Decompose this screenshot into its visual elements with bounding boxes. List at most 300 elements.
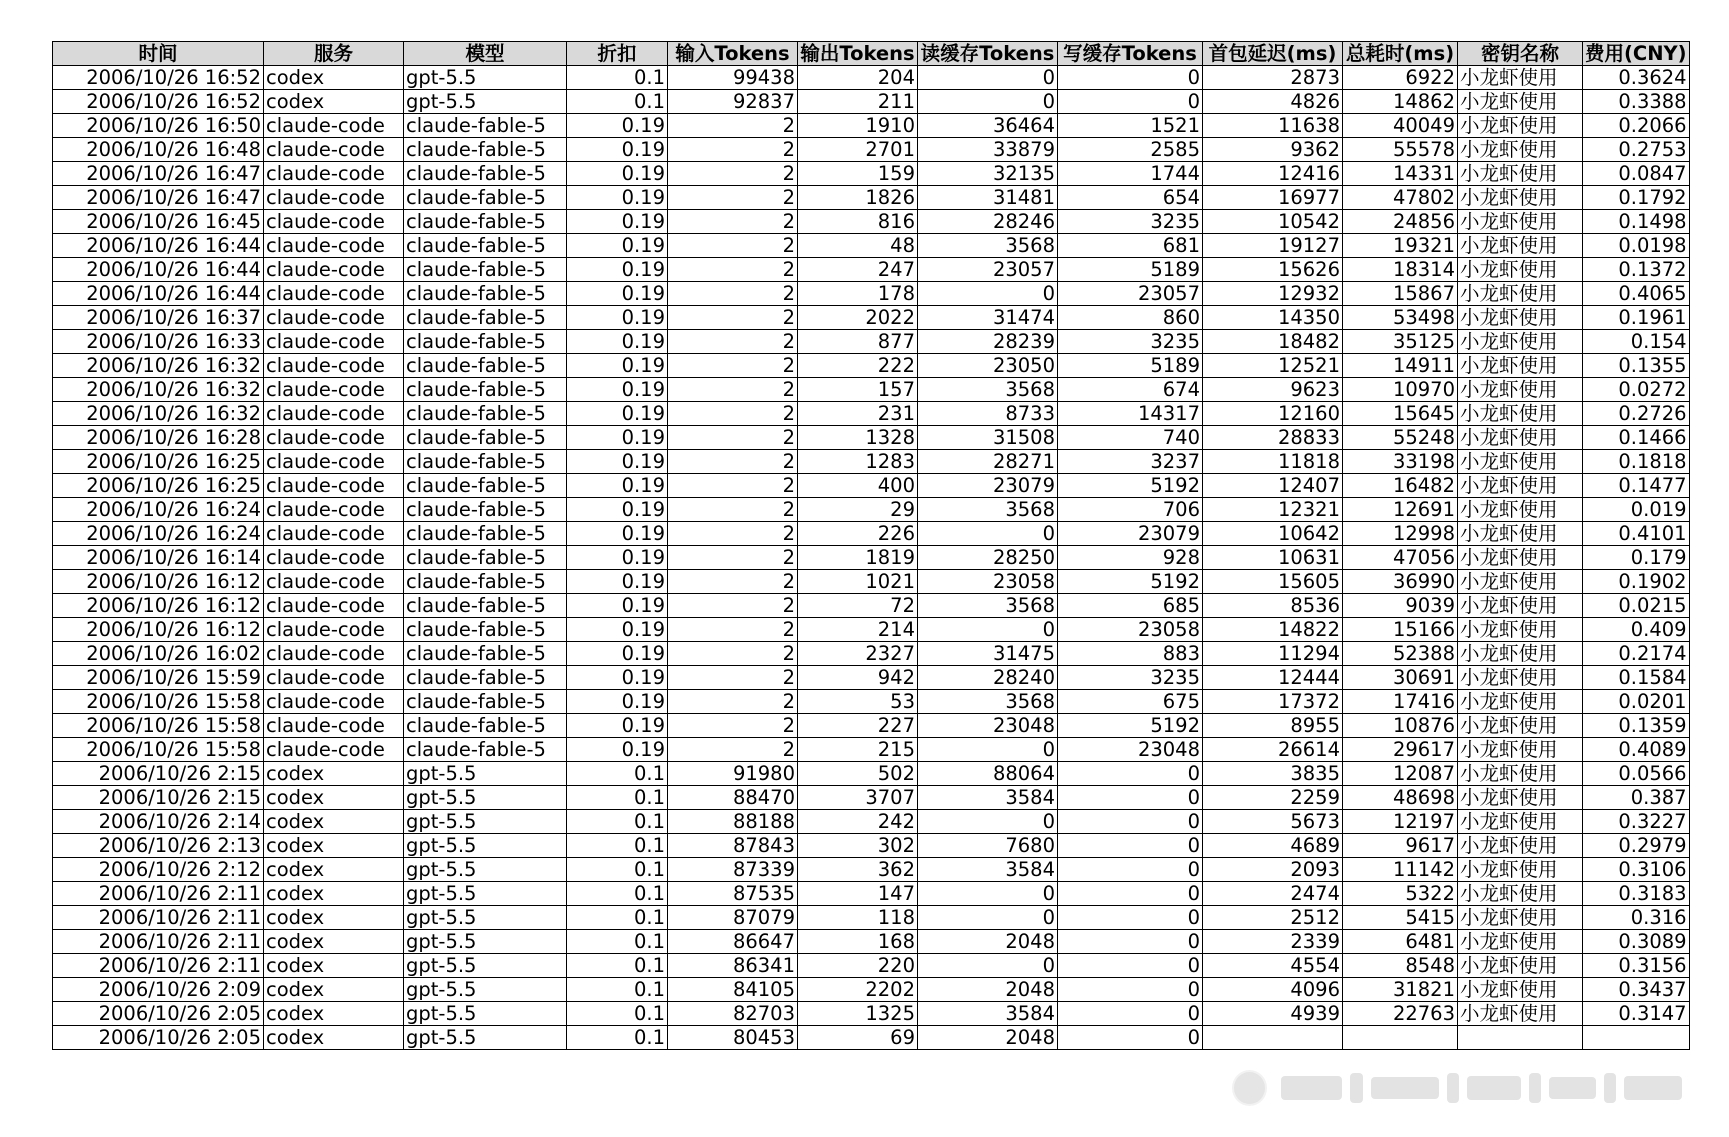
cell-first-byte-latency[interactable]: 12416	[1203, 162, 1343, 186]
cell-cache-read-tokens[interactable]: 0	[918, 282, 1058, 306]
cell-total-duration[interactable]: 55248	[1343, 426, 1458, 450]
cell-service[interactable]: codex	[264, 1026, 404, 1050]
cell-input-tokens[interactable]: 2	[668, 498, 798, 522]
cell-service[interactable]: codex	[264, 66, 404, 90]
cell-cost[interactable]: 0.019	[1583, 498, 1690, 522]
cell-cache-read-tokens[interactable]: 0	[918, 66, 1058, 90]
cell-cost[interactable]: 0.2066	[1583, 114, 1690, 138]
cell-cache-write-tokens[interactable]: 3235	[1058, 330, 1203, 354]
cell-time[interactable]: 2006/10/26 16:44	[53, 258, 264, 282]
cell-cache-read-tokens[interactable]: 28239	[918, 330, 1058, 354]
cell-model[interactable]: claude-fable-5	[404, 162, 567, 186]
cell-cost[interactable]: 0.1477	[1583, 474, 1690, 498]
cell-output-tokens[interactable]: 2327	[798, 642, 918, 666]
cell-time[interactable]: 2006/10/26 16:47	[53, 162, 264, 186]
cell-input-tokens[interactable]: 2	[668, 282, 798, 306]
cell-model[interactable]: claude-fable-5	[404, 714, 567, 738]
cell-discount[interactable]: 0.19	[567, 594, 668, 618]
cell-time[interactable]: 2006/10/26 16:32	[53, 378, 264, 402]
cell-first-byte-latency[interactable]: 11818	[1203, 450, 1343, 474]
cell-service[interactable]: claude-code	[264, 162, 404, 186]
cell-cost[interactable]: 0.0198	[1583, 234, 1690, 258]
cell-cache-write-tokens[interactable]: 685	[1058, 594, 1203, 618]
cell-cost[interactable]: 0.4101	[1583, 522, 1690, 546]
cell-input-tokens[interactable]: 87535	[668, 882, 798, 906]
cell-service[interactable]: claude-code	[264, 234, 404, 258]
cell-discount[interactable]: 0.1	[567, 1002, 668, 1026]
cell-total-duration[interactable]: 47802	[1343, 186, 1458, 210]
cell-output-tokens[interactable]: 502	[798, 762, 918, 786]
cell-input-tokens[interactable]: 2	[668, 666, 798, 690]
cell-cache-write-tokens[interactable]: 740	[1058, 426, 1203, 450]
cell-time[interactable]: 2006/10/26 16:28	[53, 426, 264, 450]
cell-cache-read-tokens[interactable]: 23057	[918, 258, 1058, 282]
cell-time[interactable]: 2006/10/26 2:11	[53, 906, 264, 930]
cell-time[interactable]: 2006/10/26 16:52	[53, 66, 264, 90]
cell-total-duration[interactable]: 12087	[1343, 762, 1458, 786]
cell-cost[interactable]: 0.0215	[1583, 594, 1690, 618]
cell-output-tokens[interactable]: 214	[798, 618, 918, 642]
cell-key-name[interactable]: 小龙虾使用	[1458, 642, 1583, 666]
cell-key-name[interactable]: 小龙虾使用	[1458, 978, 1583, 1002]
cell-input-tokens[interactable]: 91980	[668, 762, 798, 786]
cell-model[interactable]: gpt-5.5	[404, 762, 567, 786]
cell-discount[interactable]: 0.19	[567, 474, 668, 498]
cell-first-byte-latency[interactable]: 4554	[1203, 954, 1343, 978]
cell-key-name[interactable]: 小龙虾使用	[1458, 474, 1583, 498]
cell-discount[interactable]: 0.1	[567, 834, 668, 858]
cell-discount[interactable]: 0.19	[567, 426, 668, 450]
cell-discount[interactable]: 0.19	[567, 546, 668, 570]
cell-service[interactable]: codex	[264, 978, 404, 1002]
cell-cache-write-tokens[interactable]: 23048	[1058, 738, 1203, 762]
cell-model[interactable]: claude-fable-5	[404, 210, 567, 234]
cell-cost[interactable]: 0.0201	[1583, 690, 1690, 714]
cell-time[interactable]: 2006/10/26 16:50	[53, 114, 264, 138]
cell-cache-read-tokens[interactable]: 3584	[918, 858, 1058, 882]
cell-key-name[interactable]: 小龙虾使用	[1458, 426, 1583, 450]
cell-input-tokens[interactable]: 2	[668, 690, 798, 714]
cell-total-duration[interactable]	[1343, 1026, 1458, 1050]
cell-first-byte-latency[interactable]: 12407	[1203, 474, 1343, 498]
cell-model[interactable]: gpt-5.5	[404, 810, 567, 834]
cell-first-byte-latency[interactable]: 12160	[1203, 402, 1343, 426]
cell-service[interactable]: codex	[264, 1002, 404, 1026]
cell-first-byte-latency[interactable]: 4689	[1203, 834, 1343, 858]
cell-first-byte-latency[interactable]: 15605	[1203, 570, 1343, 594]
cell-first-byte-latency[interactable]: 2873	[1203, 66, 1343, 90]
cell-first-byte-latency[interactable]: 4939	[1203, 1002, 1343, 1026]
cell-discount[interactable]: 0.19	[567, 282, 668, 306]
header-cost[interactable]: 费用(CNY)	[1583, 42, 1690, 66]
cell-model[interactable]: gpt-5.5	[404, 954, 567, 978]
cell-time[interactable]: 2006/10/26 16:12	[53, 618, 264, 642]
cell-cache-write-tokens[interactable]: 14317	[1058, 402, 1203, 426]
header-first-byte-latency[interactable]: 首包延迟(ms)	[1203, 42, 1343, 66]
cell-input-tokens[interactable]: 86647	[668, 930, 798, 954]
cell-input-tokens[interactable]: 2	[668, 330, 798, 354]
cell-input-tokens[interactable]: 2	[668, 474, 798, 498]
cell-first-byte-latency[interactable]: 9362	[1203, 138, 1343, 162]
cell-cost[interactable]	[1583, 1026, 1690, 1050]
cell-key-name[interactable]: 小龙虾使用	[1458, 162, 1583, 186]
cell-input-tokens[interactable]: 2	[668, 594, 798, 618]
cell-model[interactable]: claude-fable-5	[404, 402, 567, 426]
cell-total-duration[interactable]: 40049	[1343, 114, 1458, 138]
cell-input-tokens[interactable]: 2	[668, 714, 798, 738]
cell-cost[interactable]: 0.3183	[1583, 882, 1690, 906]
cell-cache-write-tokens[interactable]: 681	[1058, 234, 1203, 258]
cell-output-tokens[interactable]: 168	[798, 930, 918, 954]
cell-total-duration[interactable]: 22763	[1343, 1002, 1458, 1026]
cell-cost[interactable]: 0.1498	[1583, 210, 1690, 234]
cell-output-tokens[interactable]: 204	[798, 66, 918, 90]
cell-time[interactable]: 2006/10/26 2:05	[53, 1002, 264, 1026]
cell-time[interactable]: 2006/10/26 16:24	[53, 498, 264, 522]
cell-model[interactable]: gpt-5.5	[404, 1026, 567, 1050]
cell-input-tokens[interactable]: 2	[668, 210, 798, 234]
cell-total-duration[interactable]: 33198	[1343, 450, 1458, 474]
cell-service[interactable]: claude-code	[264, 378, 404, 402]
cell-cache-read-tokens[interactable]: 3568	[918, 234, 1058, 258]
cell-cost[interactable]: 0.316	[1583, 906, 1690, 930]
cell-cache-write-tokens[interactable]: 0	[1058, 1026, 1203, 1050]
cell-total-duration[interactable]: 11142	[1343, 858, 1458, 882]
cell-output-tokens[interactable]: 226	[798, 522, 918, 546]
cell-cache-write-tokens[interactable]: 654	[1058, 186, 1203, 210]
cell-cost[interactable]: 0.1961	[1583, 306, 1690, 330]
cell-service[interactable]: claude-code	[264, 426, 404, 450]
cell-model[interactable]: gpt-5.5	[404, 66, 567, 90]
cell-input-tokens[interactable]: 99438	[668, 66, 798, 90]
cell-cost[interactable]: 0.2726	[1583, 402, 1690, 426]
cell-model[interactable]: claude-fable-5	[404, 666, 567, 690]
cell-first-byte-latency[interactable]: 5673	[1203, 810, 1343, 834]
cell-output-tokens[interactable]: 1819	[798, 546, 918, 570]
cell-first-byte-latency[interactable]: 2474	[1203, 882, 1343, 906]
cell-discount[interactable]: 0.19	[567, 162, 668, 186]
cell-key-name[interactable]	[1458, 1026, 1583, 1050]
cell-cache-write-tokens[interactable]: 0	[1058, 66, 1203, 90]
cell-cache-write-tokens[interactable]: 0	[1058, 762, 1203, 786]
cell-time[interactable]: 2006/10/26 16:24	[53, 522, 264, 546]
cell-key-name[interactable]: 小龙虾使用	[1458, 786, 1583, 810]
cell-model[interactable]: gpt-5.5	[404, 1002, 567, 1026]
cell-service[interactable]: codex	[264, 786, 404, 810]
cell-cache-write-tokens[interactable]: 0	[1058, 1002, 1203, 1026]
header-service[interactable]: 服务	[264, 42, 404, 66]
cell-model[interactable]: claude-fable-5	[404, 498, 567, 522]
cell-cost[interactable]: 0.3147	[1583, 1002, 1690, 1026]
cell-cache-write-tokens[interactable]: 3237	[1058, 450, 1203, 474]
cell-input-tokens[interactable]: 2	[668, 426, 798, 450]
cell-key-name[interactable]: 小龙虾使用	[1458, 330, 1583, 354]
cell-model[interactable]: claude-fable-5	[404, 690, 567, 714]
cell-service[interactable]: claude-code	[264, 114, 404, 138]
cell-discount[interactable]: 0.1	[567, 858, 668, 882]
cell-input-tokens[interactable]: 87339	[668, 858, 798, 882]
cell-time[interactable]: 2006/10/26 15:59	[53, 666, 264, 690]
cell-discount[interactable]: 0.1	[567, 786, 668, 810]
cell-discount[interactable]: 0.19	[567, 618, 668, 642]
cell-cache-read-tokens[interactable]: 3584	[918, 1002, 1058, 1026]
cell-service[interactable]: claude-code	[264, 642, 404, 666]
header-output-tokens[interactable]: 输出Tokens	[798, 42, 918, 66]
cell-cache-write-tokens[interactable]: 706	[1058, 498, 1203, 522]
cell-cost[interactable]: 0.3437	[1583, 978, 1690, 1002]
cell-model[interactable]: claude-fable-5	[404, 522, 567, 546]
cell-discount[interactable]: 0.19	[567, 306, 668, 330]
cell-first-byte-latency[interactable]: 8955	[1203, 714, 1343, 738]
cell-input-tokens[interactable]: 2	[668, 642, 798, 666]
cell-service[interactable]: claude-code	[264, 450, 404, 474]
cell-cost[interactable]: 0.3089	[1583, 930, 1690, 954]
cell-time[interactable]: 2006/10/26 16:47	[53, 186, 264, 210]
cell-time[interactable]: 2006/10/26 2:11	[53, 930, 264, 954]
cell-total-duration[interactable]: 5322	[1343, 882, 1458, 906]
cell-service[interactable]: claude-code	[264, 306, 404, 330]
cell-input-tokens[interactable]: 2	[668, 570, 798, 594]
cell-output-tokens[interactable]: 302	[798, 834, 918, 858]
cell-total-duration[interactable]: 10970	[1343, 378, 1458, 402]
cell-total-duration[interactable]: 52388	[1343, 642, 1458, 666]
cell-cache-write-tokens[interactable]: 0	[1058, 810, 1203, 834]
cell-cache-read-tokens[interactable]: 0	[918, 738, 1058, 762]
cell-key-name[interactable]: 小龙虾使用	[1458, 570, 1583, 594]
cell-total-duration[interactable]: 14862	[1343, 90, 1458, 114]
cell-cache-read-tokens[interactable]: 88064	[918, 762, 1058, 786]
cell-service[interactable]: codex	[264, 906, 404, 930]
header-time[interactable]: 时间	[53, 42, 264, 66]
cell-discount[interactable]: 0.1	[567, 90, 668, 114]
cell-model[interactable]: claude-fable-5	[404, 546, 567, 570]
cell-cache-read-tokens[interactable]: 36464	[918, 114, 1058, 138]
cell-cost[interactable]: 0.2979	[1583, 834, 1690, 858]
cell-time[interactable]: 2006/10/26 16:25	[53, 450, 264, 474]
cell-model[interactable]: claude-fable-5	[404, 354, 567, 378]
cell-service[interactable]: claude-code	[264, 138, 404, 162]
cell-time[interactable]: 2006/10/26 16:14	[53, 546, 264, 570]
cell-cost[interactable]: 0.409	[1583, 618, 1690, 642]
cell-discount[interactable]: 0.19	[567, 258, 668, 282]
cell-discount[interactable]: 0.1	[567, 810, 668, 834]
cell-first-byte-latency[interactable]: 12444	[1203, 666, 1343, 690]
cell-cache-write-tokens[interactable]: 5192	[1058, 570, 1203, 594]
cell-time[interactable]: 2006/10/26 2:11	[53, 954, 264, 978]
cell-service[interactable]: claude-code	[264, 186, 404, 210]
cell-output-tokens[interactable]: 2202	[798, 978, 918, 1002]
cell-output-tokens[interactable]: 1325	[798, 1002, 918, 1026]
cell-cost[interactable]: 0.1792	[1583, 186, 1690, 210]
cell-cost[interactable]: 0.3156	[1583, 954, 1690, 978]
cell-first-byte-latency[interactable]: 15626	[1203, 258, 1343, 282]
cell-total-duration[interactable]: 48698	[1343, 786, 1458, 810]
cell-service[interactable]: claude-code	[264, 498, 404, 522]
cell-key-name[interactable]: 小龙虾使用	[1458, 1002, 1583, 1026]
cell-cost[interactable]: 0.1902	[1583, 570, 1690, 594]
cell-model[interactable]: claude-fable-5	[404, 306, 567, 330]
cell-model[interactable]: claude-fable-5	[404, 258, 567, 282]
cell-time[interactable]: 2006/10/26 16:02	[53, 642, 264, 666]
cell-input-tokens[interactable]: 80453	[668, 1026, 798, 1050]
cell-first-byte-latency[interactable]: 12321	[1203, 498, 1343, 522]
cell-discount[interactable]: 0.19	[567, 234, 668, 258]
cell-model[interactable]: claude-fable-5	[404, 378, 567, 402]
cell-model[interactable]: claude-fable-5	[404, 282, 567, 306]
cell-discount[interactable]: 0.19	[567, 354, 668, 378]
cell-cost[interactable]: 0.0847	[1583, 162, 1690, 186]
cell-cache-read-tokens[interactable]: 23079	[918, 474, 1058, 498]
cell-cache-read-tokens[interactable]: 33879	[918, 138, 1058, 162]
cell-cache-read-tokens[interactable]: 28240	[918, 666, 1058, 690]
cell-time[interactable]: 2006/10/26 15:58	[53, 690, 264, 714]
cell-time[interactable]: 2006/10/26 16:45	[53, 210, 264, 234]
cell-cost[interactable]: 0.1372	[1583, 258, 1690, 282]
cell-output-tokens[interactable]: 362	[798, 858, 918, 882]
cell-first-byte-latency[interactable]: 10631	[1203, 546, 1343, 570]
cell-total-duration[interactable]: 14331	[1343, 162, 1458, 186]
cell-output-tokens[interactable]: 2701	[798, 138, 918, 162]
cell-discount[interactable]: 0.19	[567, 330, 668, 354]
cell-input-tokens[interactable]: 2	[668, 114, 798, 138]
cell-total-duration[interactable]: 6481	[1343, 930, 1458, 954]
cell-first-byte-latency[interactable]: 3835	[1203, 762, 1343, 786]
cell-output-tokens[interactable]: 816	[798, 210, 918, 234]
cell-total-duration[interactable]: 15645	[1343, 402, 1458, 426]
cell-service[interactable]: claude-code	[264, 402, 404, 426]
cell-cost[interactable]: 0.1355	[1583, 354, 1690, 378]
cell-first-byte-latency[interactable]: 9623	[1203, 378, 1343, 402]
cell-first-byte-latency[interactable]: 12932	[1203, 282, 1343, 306]
cell-time[interactable]: 2006/10/26 16:32	[53, 354, 264, 378]
cell-first-byte-latency[interactable]: 11638	[1203, 114, 1343, 138]
cell-key-name[interactable]: 小龙虾使用	[1458, 114, 1583, 138]
cell-discount[interactable]: 0.19	[567, 498, 668, 522]
cell-cost[interactable]: 0.154	[1583, 330, 1690, 354]
cell-cache-read-tokens[interactable]: 3568	[918, 594, 1058, 618]
cell-input-tokens[interactable]: 87843	[668, 834, 798, 858]
cell-cache-write-tokens[interactable]: 3235	[1058, 210, 1203, 234]
cell-cost[interactable]: 0.3106	[1583, 858, 1690, 882]
cell-cache-write-tokens[interactable]: 0	[1058, 834, 1203, 858]
cell-cache-read-tokens[interactable]: 28271	[918, 450, 1058, 474]
cell-total-duration[interactable]: 16482	[1343, 474, 1458, 498]
cell-output-tokens[interactable]: 2022	[798, 306, 918, 330]
cell-cache-read-tokens[interactable]: 0	[918, 618, 1058, 642]
cell-model[interactable]: gpt-5.5	[404, 858, 567, 882]
cell-input-tokens[interactable]: 2	[668, 546, 798, 570]
cell-cost[interactable]: 0.3388	[1583, 90, 1690, 114]
cell-first-byte-latency[interactable]: 8536	[1203, 594, 1343, 618]
cell-cache-write-tokens[interactable]: 0	[1058, 930, 1203, 954]
cell-input-tokens[interactable]: 82703	[668, 1002, 798, 1026]
cell-key-name[interactable]: 小龙虾使用	[1458, 618, 1583, 642]
cell-total-duration[interactable]: 12197	[1343, 810, 1458, 834]
cell-time[interactable]: 2006/10/26 2:09	[53, 978, 264, 1002]
cell-discount[interactable]: 0.19	[567, 666, 668, 690]
cell-cost[interactable]: 0.1584	[1583, 666, 1690, 690]
cell-key-name[interactable]: 小龙虾使用	[1458, 762, 1583, 786]
cell-model[interactable]: gpt-5.5	[404, 882, 567, 906]
cell-key-name[interactable]: 小龙虾使用	[1458, 930, 1583, 954]
cell-output-tokens[interactable]: 231	[798, 402, 918, 426]
cell-first-byte-latency[interactable]: 4826	[1203, 90, 1343, 114]
cell-cache-write-tokens[interactable]: 928	[1058, 546, 1203, 570]
cell-cache-read-tokens[interactable]: 2048	[918, 930, 1058, 954]
cell-cache-write-tokens[interactable]: 5189	[1058, 258, 1203, 282]
cell-cache-write-tokens[interactable]: 0	[1058, 90, 1203, 114]
cell-model[interactable]: claude-fable-5	[404, 114, 567, 138]
cell-output-tokens[interactable]: 877	[798, 330, 918, 354]
cell-cache-read-tokens[interactable]: 7680	[918, 834, 1058, 858]
cell-discount[interactable]: 0.1	[567, 882, 668, 906]
cell-cache-read-tokens[interactable]: 28250	[918, 546, 1058, 570]
cell-model[interactable]: gpt-5.5	[404, 786, 567, 810]
cell-first-byte-latency[interactable]: 17372	[1203, 690, 1343, 714]
cell-total-duration[interactable]: 47056	[1343, 546, 1458, 570]
cell-cache-write-tokens[interactable]: 5192	[1058, 474, 1203, 498]
cell-key-name[interactable]: 小龙虾使用	[1458, 666, 1583, 690]
cell-key-name[interactable]: 小龙虾使用	[1458, 138, 1583, 162]
cell-first-byte-latency[interactable]: 2093	[1203, 858, 1343, 882]
cell-input-tokens[interactable]: 88188	[668, 810, 798, 834]
cell-cost[interactable]: 0.4065	[1583, 282, 1690, 306]
cell-time[interactable]: 2006/10/26 2:15	[53, 786, 264, 810]
cell-time[interactable]: 2006/10/26 2:11	[53, 882, 264, 906]
cell-input-tokens[interactable]: 92837	[668, 90, 798, 114]
cell-discount[interactable]: 0.1	[567, 762, 668, 786]
cell-key-name[interactable]: 小龙虾使用	[1458, 378, 1583, 402]
header-total-duration[interactable]: 总耗时(ms)	[1343, 42, 1458, 66]
cell-key-name[interactable]: 小龙虾使用	[1458, 282, 1583, 306]
cell-cost[interactable]: 0.2174	[1583, 642, 1690, 666]
cell-time[interactable]: 2006/10/26 2:05	[53, 1026, 264, 1050]
cell-cache-read-tokens[interactable]: 31481	[918, 186, 1058, 210]
cell-time[interactable]: 2006/10/26 2:12	[53, 858, 264, 882]
header-cache-write-tokens[interactable]: 写缓存Tokens	[1058, 42, 1203, 66]
cell-service[interactable]: codex	[264, 858, 404, 882]
cell-model[interactable]: claude-fable-5	[404, 330, 567, 354]
cell-output-tokens[interactable]: 211	[798, 90, 918, 114]
cell-time[interactable]: 2006/10/26 15:58	[53, 714, 264, 738]
cell-discount[interactable]: 0.1	[567, 66, 668, 90]
cell-time[interactable]: 2006/10/26 16:48	[53, 138, 264, 162]
cell-model[interactable]: claude-fable-5	[404, 594, 567, 618]
cell-total-duration[interactable]: 53498	[1343, 306, 1458, 330]
cell-cost[interactable]: 0.2753	[1583, 138, 1690, 162]
cell-output-tokens[interactable]: 242	[798, 810, 918, 834]
cell-key-name[interactable]: 小龙虾使用	[1458, 186, 1583, 210]
cell-cache-write-tokens[interactable]: 5192	[1058, 714, 1203, 738]
cell-total-duration[interactable]: 8548	[1343, 954, 1458, 978]
cell-cost[interactable]: 0.1359	[1583, 714, 1690, 738]
cell-cost[interactable]: 0.387	[1583, 786, 1690, 810]
cell-input-tokens[interactable]: 2	[668, 522, 798, 546]
cell-cache-read-tokens[interactable]: 28246	[918, 210, 1058, 234]
cell-input-tokens[interactable]: 2	[668, 138, 798, 162]
cell-total-duration[interactable]: 15166	[1343, 618, 1458, 642]
cell-total-duration[interactable]: 12998	[1343, 522, 1458, 546]
cell-service[interactable]: codex	[264, 930, 404, 954]
cell-model[interactable]: gpt-5.5	[404, 834, 567, 858]
cell-total-duration[interactable]: 35125	[1343, 330, 1458, 354]
cell-total-duration[interactable]: 30691	[1343, 666, 1458, 690]
cell-key-name[interactable]: 小龙虾使用	[1458, 306, 1583, 330]
cell-first-byte-latency[interactable]: 12521	[1203, 354, 1343, 378]
cell-total-duration[interactable]: 55578	[1343, 138, 1458, 162]
cell-input-tokens[interactable]: 2	[668, 402, 798, 426]
cell-key-name[interactable]: 小龙虾使用	[1458, 858, 1583, 882]
